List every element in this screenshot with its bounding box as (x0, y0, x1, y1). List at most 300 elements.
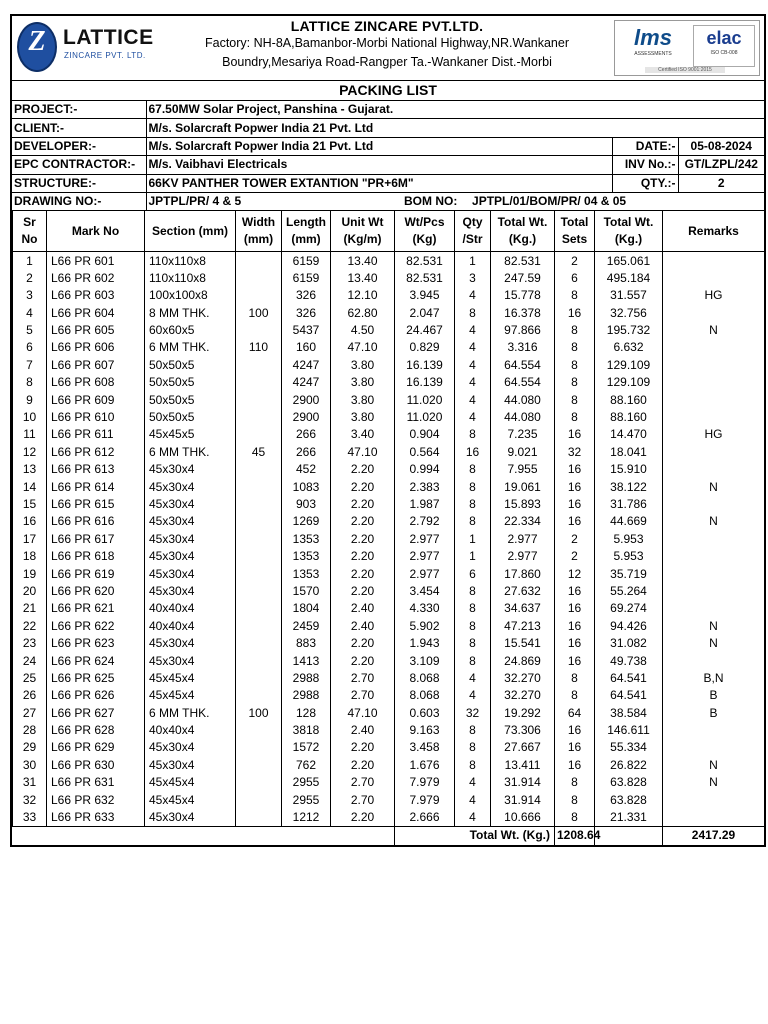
cell-unit-wt: 2.20 (331, 809, 395, 827)
cell-total-wt: 64.554 (491, 357, 555, 374)
cell-wt-pcs: 16.139 (395, 357, 455, 374)
cell-length: 326 (282, 305, 331, 322)
cell-remarks (663, 444, 765, 461)
items-table-body (13, 252, 765, 827)
cell-width (236, 635, 282, 652)
cell-qty-str: 8 (455, 583, 491, 600)
cell-sr-no: 9 (13, 391, 47, 408)
cell-sr-no: 15 (13, 496, 47, 513)
cell-mark-no: L66 PR 624 (47, 652, 145, 669)
client-value: M/s. Solarcraft Popwer India 21 Pvt. Ltd (146, 119, 764, 137)
cell-total-sets: 8 (555, 287, 595, 304)
drawing-label: DRAWING NO:- (12, 192, 146, 210)
table-row (13, 426, 765, 443)
developer-row (12, 137, 764, 155)
cell-total-wt-sets: 5.953 (595, 531, 663, 548)
drawing-row (12, 192, 764, 210)
table-row (13, 670, 765, 687)
cell-total-wt-sets: 18.041 (595, 444, 663, 461)
totals-spacer (13, 827, 395, 845)
cell-total-sets: 6 (555, 270, 595, 287)
cell-wt-pcs: 8.068 (395, 670, 455, 687)
cell-length: 6159 (282, 270, 331, 287)
cell-width (236, 670, 282, 687)
cell-sr-no: 4 (13, 305, 47, 322)
cell-remarks: N (663, 322, 765, 339)
cell-length: 2988 (282, 687, 331, 704)
cell-total-sets: 8 (555, 322, 595, 339)
cell-total-sets: 8 (555, 374, 595, 391)
cell-sr-no: 26 (13, 687, 47, 704)
col-header-section: Section (mm) (145, 211, 236, 252)
cell-total-wt-sets: 5.953 (595, 548, 663, 565)
table-row (13, 652, 765, 669)
cell-remarks: HG (663, 287, 765, 304)
cell-sr-no: 27 (13, 705, 47, 722)
cell-mark-no: L66 PR 603 (47, 287, 145, 304)
cell-sr-no: 21 (13, 600, 47, 617)
cell-total-sets: 2 (555, 531, 595, 548)
elac-accreditation-logo (693, 25, 755, 67)
project-info-table (12, 101, 764, 211)
cell-length: 128 (282, 705, 331, 722)
cell-mark-no: L66 PR 618 (47, 548, 145, 565)
cell-width (236, 739, 282, 756)
cell-qty-str: 8 (455, 496, 491, 513)
cell-section: 6 MM THK. (145, 444, 236, 461)
cell-remarks (663, 339, 765, 356)
col-header-wt-pcs: Wt/Pcs (Kg) (395, 211, 455, 252)
client-row (12, 119, 764, 137)
cell-width: 100 (236, 705, 282, 722)
cell-length: 1212 (282, 809, 331, 827)
cell-total-sets: 8 (555, 791, 595, 808)
cell-section: 45x45x4 (145, 670, 236, 687)
cell-qty-str: 4 (455, 774, 491, 791)
cell-remarks (663, 461, 765, 478)
project-value: 67.50MW Solar Project, Panshina - Gujarat. (146, 101, 764, 119)
cell-section: 110x110x8 (145, 252, 236, 270)
cell-qty-str: 8 (455, 426, 491, 443)
cell-width (236, 600, 282, 617)
cell-total-wt-sets: 88.160 (595, 409, 663, 426)
cell-section: 40x40x4 (145, 600, 236, 617)
cell-unit-wt: 3.80 (331, 374, 395, 391)
cell-total-sets: 32 (555, 444, 595, 461)
cell-unit-wt: 2.40 (331, 618, 395, 635)
cell-sr-no: 28 (13, 722, 47, 739)
cell-unit-wt: 13.40 (331, 270, 395, 287)
cell-total-sets: 16 (555, 305, 595, 322)
cell-total-wt-sets: 21.331 (595, 809, 663, 827)
cell-total-wt: 97.866 (491, 322, 555, 339)
table-row (13, 287, 765, 304)
cell-total-wt: 22.334 (491, 513, 555, 530)
cell-wt-pcs: 3.945 (395, 287, 455, 304)
cell-qty-str: 1 (455, 548, 491, 565)
table-row (13, 531, 765, 548)
structure-label: STRUCTURE:- (12, 174, 146, 192)
cell-total-wt: 2.977 (491, 548, 555, 565)
cell-section: 6 MM THK. (145, 705, 236, 722)
document-title: PACKING LIST (12, 81, 764, 101)
cell-section: 45x30x4 (145, 757, 236, 774)
cell-section: 45x30x4 (145, 531, 236, 548)
cell-qty-str: 4 (455, 322, 491, 339)
cell-length: 1572 (282, 739, 331, 756)
cell-qty-str: 3 (455, 270, 491, 287)
cell-total-wt-sets: 64.541 (595, 687, 663, 704)
cell-qty-str: 8 (455, 618, 491, 635)
cell-qty-str: 4 (455, 670, 491, 687)
epc-value: M/s. Vaibhavi Electricals (146, 156, 612, 174)
cell-sr-no: 29 (13, 739, 47, 756)
cell-qty-str: 8 (455, 652, 491, 669)
cell-total-sets: 16 (555, 739, 595, 756)
logo-subtitle: ZINCARE PVT. LTD. (64, 51, 146, 60)
cell-total-sets: 16 (555, 513, 595, 530)
cell-wt-pcs: 7.979 (395, 791, 455, 808)
cell-section: 45x30x4 (145, 496, 236, 513)
cell-mark-no: L66 PR 617 (47, 531, 145, 548)
logo-z-icon: Z (28, 26, 46, 57)
cell-total-sets: 16 (555, 426, 595, 443)
bom-cell (402, 192, 764, 210)
cell-unit-wt: 13.40 (331, 252, 395, 270)
document-header (12, 16, 764, 81)
cell-total-wt: 73.306 (491, 722, 555, 739)
col-header-length: Length (mm) (282, 211, 331, 252)
col-header-total-wt-sets: Total Wt. (Kg.) (595, 211, 663, 252)
cell-total-wt-sets: 15.910 (595, 461, 663, 478)
cell-qty-str: 4 (455, 357, 491, 374)
cell-length: 1353 (282, 531, 331, 548)
cell-total-wt-sets: 38.584 (595, 705, 663, 722)
col-header-total-sets: Total Sets (555, 211, 595, 252)
cell-qty-str: 16 (455, 444, 491, 461)
cell-width (236, 548, 282, 565)
cell-mark-no: L66 PR 633 (47, 809, 145, 827)
cell-remarks: B (663, 687, 765, 704)
cell-qty-str: 1 (455, 252, 491, 270)
cell-width (236, 409, 282, 426)
cell-mark-no: L66 PR 631 (47, 774, 145, 791)
cell-qty-str: 8 (455, 478, 491, 495)
table-row (13, 774, 765, 791)
invoice-value: GT/LZPL/242 (678, 156, 764, 174)
cell-total-wt-sets: 32.756 (595, 305, 663, 322)
cell-wt-pcs: 8.068 (395, 687, 455, 704)
cell-length: 2900 (282, 409, 331, 426)
cell-width (236, 722, 282, 739)
cell-total-wt: 27.632 (491, 583, 555, 600)
developer-value: M/s. Solarcraft Popwer India 21 Pvt. Ltd (146, 137, 612, 155)
cell-remarks (663, 496, 765, 513)
cell-remarks (663, 600, 765, 617)
table-row (13, 791, 765, 808)
cell-length: 1570 (282, 583, 331, 600)
table-row (13, 305, 765, 322)
cell-wt-pcs: 24.467 (395, 322, 455, 339)
cell-mark-no: L66 PR 608 (47, 374, 145, 391)
cell-mark-no: L66 PR 625 (47, 670, 145, 687)
table-row (13, 444, 765, 461)
cell-mark-no: L66 PR 630 (47, 757, 145, 774)
cell-remarks (663, 391, 765, 408)
cell-wt-pcs: 3.109 (395, 652, 455, 669)
cell-total-wt: 32.270 (491, 670, 555, 687)
cell-qty-str: 8 (455, 757, 491, 774)
cell-unit-wt: 62.80 (331, 305, 395, 322)
cell-total-wt-sets: 63.828 (595, 791, 663, 808)
cell-section: 45x30x4 (145, 478, 236, 495)
cell-total-sets: 8 (555, 391, 595, 408)
cell-length: 1353 (282, 565, 331, 582)
cell-total-wt: 24.869 (491, 652, 555, 669)
cell-remarks (663, 722, 765, 739)
cell-mark-no: L66 PR 621 (47, 600, 145, 617)
cell-qty-str: 4 (455, 409, 491, 426)
cell-remarks (663, 357, 765, 374)
cell-unit-wt: 2.20 (331, 461, 395, 478)
cell-width: 110 (236, 339, 282, 356)
cell-qty-str: 4 (455, 687, 491, 704)
cell-total-wt: 13.411 (491, 757, 555, 774)
table-row (13, 409, 765, 426)
cell-section: 6 MM THK. (145, 339, 236, 356)
cell-total-wt-sets: 44.669 (595, 513, 663, 530)
cell-total-wt-sets: 14.470 (595, 426, 663, 443)
lms-logo-sub: ASSESSMENTS (634, 51, 672, 57)
cell-mark-no: L66 PR 605 (47, 322, 145, 339)
cell-remarks: HG (663, 426, 765, 443)
cell-total-wt: 44.080 (491, 391, 555, 408)
drawing-value: JPTPL/PR/ 4 & 5 (146, 192, 402, 210)
cell-length: 266 (282, 426, 331, 443)
cell-total-wt-sets: 31.786 (595, 496, 663, 513)
cell-wt-pcs: 2.977 (395, 565, 455, 582)
table-row (13, 600, 765, 617)
cell-width (236, 391, 282, 408)
cell-width (236, 652, 282, 669)
cell-total-sets: 16 (555, 757, 595, 774)
cell-wt-pcs: 0.994 (395, 461, 455, 478)
cell-width (236, 791, 282, 808)
cell-wt-pcs: 3.458 (395, 739, 455, 756)
items-table (12, 211, 765, 844)
cell-remarks (663, 409, 765, 426)
cell-total-wt-sets: 64.541 (595, 670, 663, 687)
cell-total-wt-sets: 94.426 (595, 618, 663, 635)
cell-mark-no: L66 PR 619 (47, 565, 145, 582)
cell-total-wt-sets: 495.184 (595, 270, 663, 287)
cell-width: 45 (236, 444, 282, 461)
table-row (13, 357, 765, 374)
col-header-unit-wt: Unit Wt (Kg/m) (331, 211, 395, 252)
cell-total-sets: 64 (555, 705, 595, 722)
totals-gap (595, 827, 663, 845)
table-row (13, 635, 765, 652)
cell-sr-no: 12 (13, 444, 47, 461)
cell-total-wt: 7.235 (491, 426, 555, 443)
table-row (13, 809, 765, 827)
cell-length: 2459 (282, 618, 331, 635)
cell-length: 2955 (282, 774, 331, 791)
cell-qty-str: 4 (455, 391, 491, 408)
cell-total-sets: 16 (555, 583, 595, 600)
cell-mark-no: L66 PR 623 (47, 635, 145, 652)
date-label: DATE:- (612, 137, 678, 155)
cell-section: 45x30x4 (145, 513, 236, 530)
cell-wt-pcs: 3.454 (395, 583, 455, 600)
cell-wt-pcs: 0.904 (395, 426, 455, 443)
cell-total-sets: 8 (555, 339, 595, 356)
cell-total-sets: 8 (555, 774, 595, 791)
cell-wt-pcs: 2.666 (395, 809, 455, 827)
cell-wt-pcs: 2.383 (395, 478, 455, 495)
cell-sr-no: 30 (13, 757, 47, 774)
cell-qty-str: 4 (455, 339, 491, 356)
cell-total-wt: 47.213 (491, 618, 555, 635)
cell-total-sets: 16 (555, 618, 595, 635)
table-row (13, 270, 765, 287)
cell-qty-str: 8 (455, 305, 491, 322)
cell-total-wt-sets: 129.109 (595, 374, 663, 391)
cell-qty-str: 4 (455, 791, 491, 808)
qty-value: 2 (678, 174, 764, 192)
cell-wt-pcs: 0.603 (395, 705, 455, 722)
cell-length: 4247 (282, 357, 331, 374)
cell-total-sets: 16 (555, 478, 595, 495)
cell-total-sets: 8 (555, 670, 595, 687)
cell-wt-pcs: 1.676 (395, 757, 455, 774)
cell-length: 266 (282, 444, 331, 461)
cell-total-wt-sets: 129.109 (595, 357, 663, 374)
cell-section: 8 MM THK. (145, 305, 236, 322)
cell-remarks (663, 305, 765, 322)
table-row (13, 739, 765, 756)
cell-mark-no: L66 PR 614 (47, 478, 145, 495)
cell-total-wt: 27.667 (491, 739, 555, 756)
cell-remarks (663, 791, 765, 808)
cell-section: 45x30x4 (145, 809, 236, 827)
cell-wt-pcs: 2.792 (395, 513, 455, 530)
cell-total-wt-sets: 35.719 (595, 565, 663, 582)
packing-list-sheet (10, 14, 766, 847)
cell-unit-wt: 3.80 (331, 357, 395, 374)
cell-sr-no: 10 (13, 409, 47, 426)
cell-total-wt: 31.914 (491, 774, 555, 791)
cell-mark-no: L66 PR 627 (47, 705, 145, 722)
cell-wt-pcs: 1.943 (395, 635, 455, 652)
cell-wt-pcs: 0.829 (395, 339, 455, 356)
cell-unit-wt: 47.10 (331, 444, 395, 461)
cell-unit-wt: 2.20 (331, 531, 395, 548)
cell-sr-no: 8 (13, 374, 47, 391)
cell-wt-pcs: 1.987 (395, 496, 455, 513)
col-header-sr-no: Sr No (13, 211, 47, 252)
cell-total-wt: 10.666 (491, 809, 555, 827)
cell-width (236, 270, 282, 287)
cell-total-wt: 2.977 (491, 531, 555, 548)
table-row (13, 322, 765, 339)
cell-unit-wt: 3.80 (331, 409, 395, 426)
cell-unit-wt: 2.20 (331, 739, 395, 756)
cell-qty-str: 8 (455, 600, 491, 617)
epc-label: EPC CONTRACTOR:- (12, 156, 146, 174)
cell-unit-wt: 2.20 (331, 565, 395, 582)
cell-total-wt: 82.531 (491, 252, 555, 270)
table-row (13, 705, 765, 722)
cell-sr-no: 23 (13, 635, 47, 652)
col-header-width: Width (mm) (236, 211, 282, 252)
cell-qty-str: 8 (455, 722, 491, 739)
cell-sr-no: 20 (13, 583, 47, 600)
cell-remarks (663, 252, 765, 270)
cell-unit-wt: 3.40 (331, 426, 395, 443)
cell-remarks (663, 583, 765, 600)
cell-section: 50x50x5 (145, 409, 236, 426)
table-row (13, 583, 765, 600)
cell-sr-no: 1 (13, 252, 47, 270)
lms-logo-text: lms (634, 25, 672, 50)
cell-total-wt-sets: 26.822 (595, 757, 663, 774)
cell-section: 40x40x4 (145, 722, 236, 739)
cell-unit-wt: 2.70 (331, 687, 395, 704)
cell-section: 45x30x4 (145, 635, 236, 652)
cell-width (236, 374, 282, 391)
cell-total-wt: 247.59 (491, 270, 555, 287)
cell-unit-wt: 3.80 (331, 391, 395, 408)
cell-total-wt-sets: 195.732 (595, 322, 663, 339)
cell-width (236, 513, 282, 530)
cell-total-wt-sets: 146.611 (595, 722, 663, 739)
cell-remarks: B,N (663, 670, 765, 687)
cell-length: 2900 (282, 391, 331, 408)
cell-total-sets: 16 (555, 600, 595, 617)
table-row (13, 548, 765, 565)
cell-total-wt: 9.021 (491, 444, 555, 461)
cell-wt-pcs: 82.531 (395, 270, 455, 287)
cell-unit-wt: 2.20 (331, 513, 395, 530)
cell-qty-str: 8 (455, 513, 491, 530)
cell-sr-no: 19 (13, 565, 47, 582)
cell-length: 3818 (282, 722, 331, 739)
cell-sr-no: 7 (13, 357, 47, 374)
cell-total-wt: 19.292 (491, 705, 555, 722)
cell-width (236, 687, 282, 704)
cell-unit-wt: 2.40 (331, 722, 395, 739)
cell-sr-no: 18 (13, 548, 47, 565)
cell-width (236, 478, 282, 495)
structure-value: 66KV PANTHER TOWER EXTANTION "PR+6M" (146, 174, 612, 192)
cell-mark-no: L66 PR 601 (47, 252, 145, 270)
cell-width (236, 774, 282, 791)
table-row (13, 687, 765, 704)
cell-section: 45x45x4 (145, 687, 236, 704)
cell-section: 50x50x5 (145, 374, 236, 391)
table-row (13, 478, 765, 495)
cell-length: 903 (282, 496, 331, 513)
cell-length: 1353 (282, 548, 331, 565)
cell-remarks: N (663, 618, 765, 635)
cell-sr-no: 33 (13, 809, 47, 827)
elac-logo-text: elac (706, 28, 742, 48)
cell-total-sets: 8 (555, 809, 595, 827)
cell-section: 50x50x5 (145, 357, 236, 374)
total-weight-all-sets: 2417.29 (663, 827, 765, 845)
cell-wt-pcs: 2.047 (395, 305, 455, 322)
